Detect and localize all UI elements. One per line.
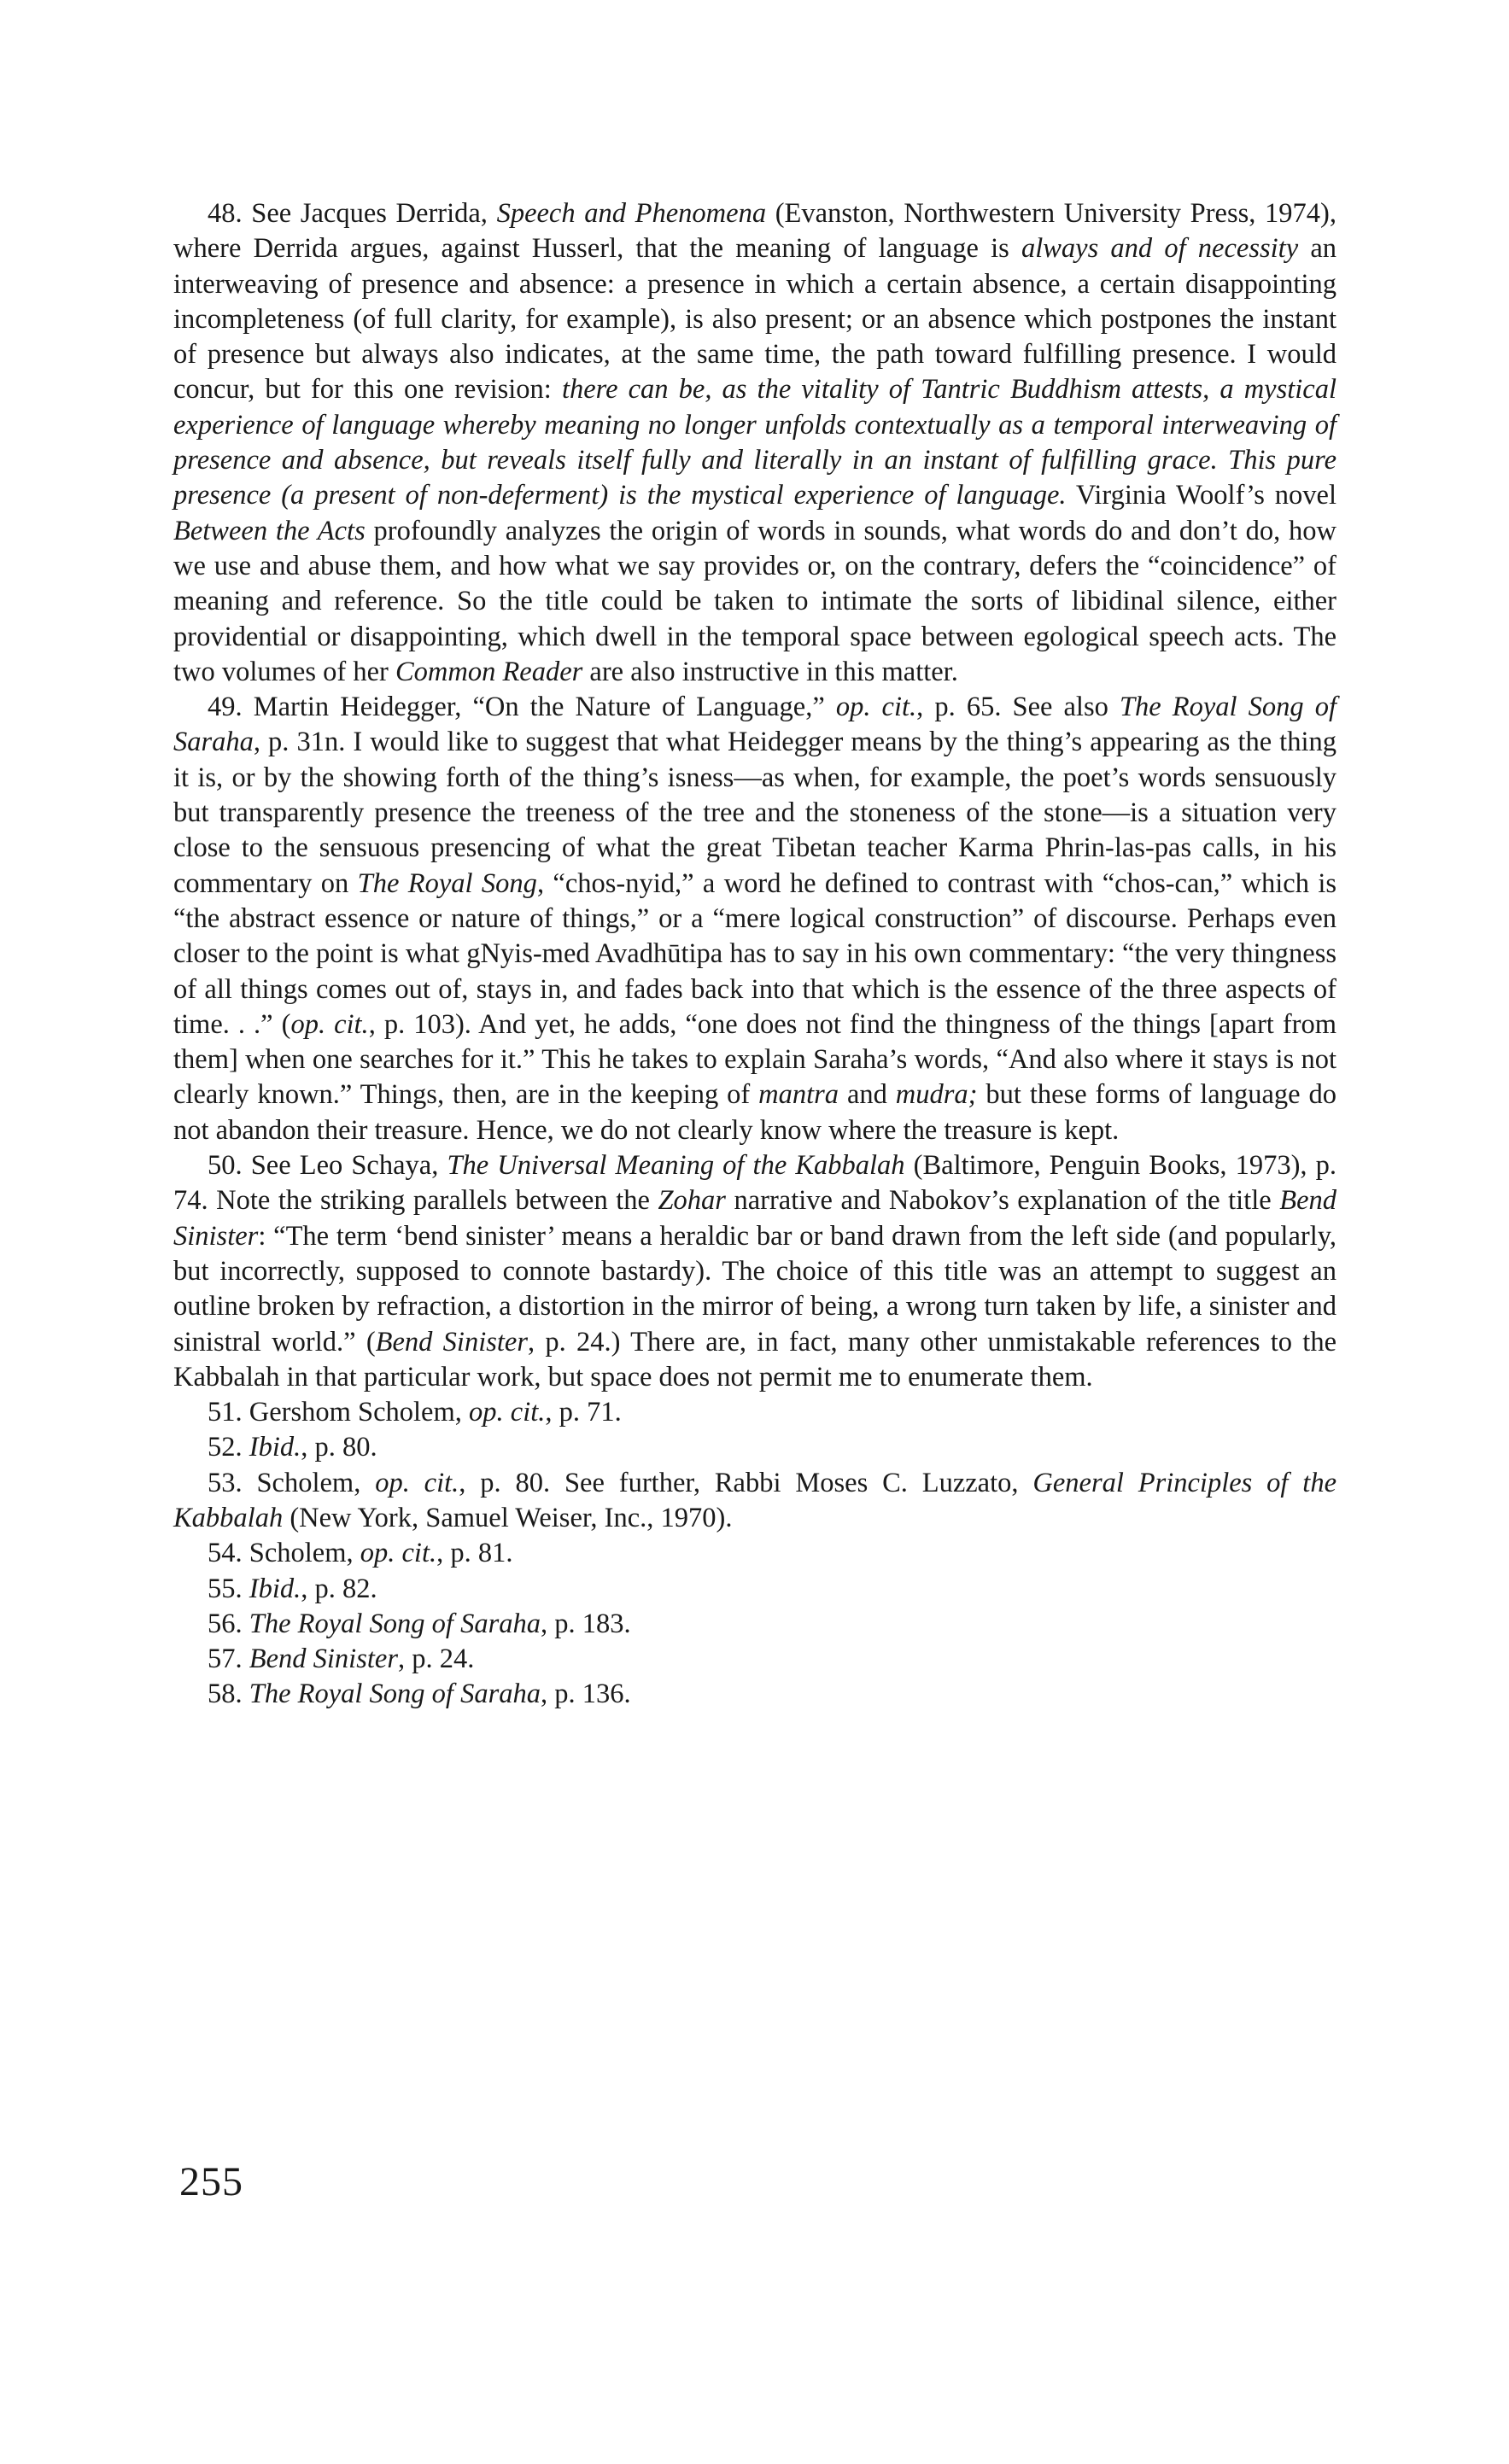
- endnote-italic-text: The Universal Meaning of the Kabbalah: [447, 1150, 905, 1182]
- endnote-number: 56.: [208, 1608, 243, 1639]
- endnote-italic-text: op. cit.: [360, 1538, 437, 1569]
- endnote-number: 48.: [208, 198, 243, 229]
- endnote: [173, 1536, 1336, 1571]
- endnote-italic-text: Zohar: [658, 1185, 726, 1217]
- endnote-text: narrative and Nabokov’s explanation of the title: [725, 1185, 1280, 1217]
- endnotes-list: [173, 196, 1336, 1713]
- endnote-italic-text: Speech and Phenomena: [496, 198, 767, 229]
- endnote-text: : “The term ‘bend sinister’ means a heraldic bar or band drawn from the left side (and popularly, but incorrectly, supposed to connote bastardy). The choice of this title was an attempt to suggest an outline broken by refraction, a distortion in the mirror of being, a wrong turn taken by life, a sinister and sinistral world.” (: [173, 1220, 1336, 1358]
- endnote-italic-text: Ibid.: [249, 1432, 301, 1463]
- endnote-text: Scholem,: [242, 1467, 376, 1498]
- page-body: [173, 196, 1336, 1713]
- endnote-text: [243, 1432, 249, 1463]
- endnote: [173, 1466, 1336, 1537]
- endnote: [173, 1677, 1336, 1712]
- endnote: [173, 1430, 1336, 1465]
- endnote-text: (New York, Samuel Weiser, Inc., 1970).: [283, 1502, 733, 1533]
- endnote-text: , p. 183.: [540, 1608, 631, 1639]
- endnote-text: , p. 81.: [436, 1538, 513, 1569]
- endnote: [173, 1642, 1336, 1677]
- endnote-text: [243, 1574, 249, 1604]
- endnote-italic-text: The Royal Song of Saraha: [173, 692, 1336, 758]
- endnote-italic-text: mudra;: [895, 1079, 978, 1111]
- endnote-text: Gershom Scholem,: [242, 1397, 470, 1428]
- endnote-italic-text: mantra: [758, 1079, 839, 1111]
- endnote-text: (Baltimore, Penguin Books, 1973), p. 74. Note the striking parallels between the: [173, 1150, 1336, 1217]
- endnote-italic-text: op. cit.: [290, 1008, 369, 1040]
- endnote-number: 55.: [208, 1573, 243, 1604]
- endnote-italic-text: op. cit.: [835, 692, 917, 723]
- endnote-text: See Jacques Derrida,: [242, 198, 497, 229]
- endnote: [173, 690, 1336, 1148]
- page-number: 255: [179, 2159, 243, 2204]
- endnote-text: Martin Heidegger, “On the Nature of Language,”: [242, 692, 836, 723]
- endnote-number: 50.: [208, 1150, 243, 1182]
- endnote-text: (Evanston, Northwestern University Press, 1974), where Derrida argues, against Husserl, that the meaning of language is: [173, 198, 1336, 265]
- endnote-italic-text: The Royal Song: [357, 867, 537, 899]
- endnote-text: , p. 80.: [301, 1432, 377, 1463]
- endnote-text: , p. 24.) There are, in fact, many other unmistakable references to the Kabbalah in that particular work, but space does not permit me to enumerate them.: [173, 1326, 1336, 1393]
- endnote-text: , p. 24.: [397, 1644, 475, 1675]
- endnote-text: See Leo Schaya,: [242, 1150, 447, 1182]
- endnote-text: , p. 65. See also: [916, 692, 1120, 723]
- endnote-text: Scholem,: [242, 1538, 360, 1569]
- endnote: [173, 196, 1336, 690]
- endnote-text: , p. 31n. I would like to suggest that what Heidegger means by the thing’s appearing as the thing it is, or by the showing forth of the thing’s isness—as when, for example, the poet’s words sensuously but transparently presence the treeness of the tree and the stoneness of the stone—is a situation very close to the sensuous presencing of what the great Tibetan teacher Karma Phrin-las-pas calls, in his commentary on: [173, 727, 1336, 899]
- endnote-text: [243, 1679, 249, 1709]
- endnote-text: , p. 82.: [301, 1573, 377, 1604]
- endnote: [173, 1395, 1336, 1430]
- endnote-italic-text: Bend Sinister: [375, 1326, 528, 1358]
- endnote-text: profoundly analyzes the origin of words in sounds, what words do and don’t do, how we use and abuse them, and how what we say provides or, on the contrary, defers the “coincidence” of meaning and reference. So the title could be taken to intimate the sorts of libidinal silence, either providential or disappointing, which dwell in the temporal space between egological speech acts. The two volumes of her: [173, 515, 1336, 687]
- endnote-text: , p. 80. See further, Rabbi Moses C. Luzzato,: [459, 1467, 1033, 1498]
- endnote-italic-text: always and of necessity: [1021, 233, 1299, 265]
- endnote-italic-text: Common Reader: [395, 656, 583, 687]
- endnote-text: are also instructive in this matter.: [582, 656, 958, 687]
- endnote-italic-text: Bend Sinister: [173, 1185, 1336, 1252]
- endnote-number: 52.: [208, 1432, 243, 1463]
- endnote-italic-text: Between the Acts: [173, 515, 366, 546]
- endnote-italic-text: op. cit.: [469, 1397, 546, 1428]
- endnote-number: 58.: [208, 1679, 243, 1710]
- endnote-text: [243, 1609, 249, 1639]
- endnote-text: , “chos-nyid,” a word he defined to contrast with “chos-can,” which is “the abstract essence or nature of things,” or a “mere logical construction” of discourse. Perhaps even closer to the point is what gNyis-med Avadhūtipa has to say in his own commentary: “the very thingness of all things comes out of, stays in, and fades back into that which is the essence of the three aspects of time. . .” (: [173, 867, 1337, 1040]
- endnote-italic-text: there can be, as the vitality of Tantric Buddhism attests, a mystical experience of language whereby meaning no longer unfolds contextually as a temporal interweaving of presence and absence, but reveals itself fully and literally in an instant of fulfilling grace. This pure presence (a present of non-deferment) is the mystical experience of language.: [173, 374, 1337, 511]
- endnote-text: , p. 103). And yet, he adds, “one does not find the thingness of the things [apart from them] when one searches for it.” This he takes to explain Saraha’s words, “And also where it stays is not clearly known.” Things, then, are in the keeping of: [173, 1008, 1336, 1111]
- endnote-number: 54.: [208, 1538, 243, 1569]
- endnote-text: but these forms of language do not abandon their treasure. Hence, we do not clearly know where the treasure is kept.: [173, 1079, 1336, 1146]
- endnote-number: 51.: [208, 1397, 243, 1428]
- endnote-italic-text: General Principles of the Kabbalah: [173, 1467, 1337, 1533]
- endnote-number: 57.: [208, 1644, 243, 1675]
- endnote-text: and: [839, 1079, 896, 1111]
- endnote-italic-text: The Royal Song of Saraha: [249, 1608, 541, 1639]
- endnote-italic-text: The Royal Song of Saraha: [249, 1679, 541, 1710]
- endnote-italic-text: op. cit.: [375, 1467, 459, 1498]
- endnote: [173, 1607, 1336, 1642]
- endnote-italic-text: Bend Sinister: [249, 1644, 398, 1675]
- endnote-number: 53.: [208, 1467, 243, 1498]
- endnote-italic-text: Ibid.: [249, 1573, 301, 1604]
- endnote-number: 49.: [208, 692, 243, 723]
- endnote-text: , p. 136.: [540, 1679, 631, 1710]
- endnote-text: Virginia Woolf’s novel: [1066, 480, 1336, 511]
- endnote-text: [243, 1644, 249, 1674]
- endnote: [173, 1572, 1336, 1607]
- endnote: [173, 1148, 1336, 1395]
- endnote-text: an interweaving of presence and absence: a presence in which a certain absence, a certain disappointing incompleteness (of full clarity, for example), is also present; or an absence which postpones the instant of presence but always also indicates, at the same time, the path toward fulfilling presence. I would concur, but for this one revision:: [173, 233, 1336, 406]
- endnote-text: , p. 71.: [545, 1397, 622, 1428]
